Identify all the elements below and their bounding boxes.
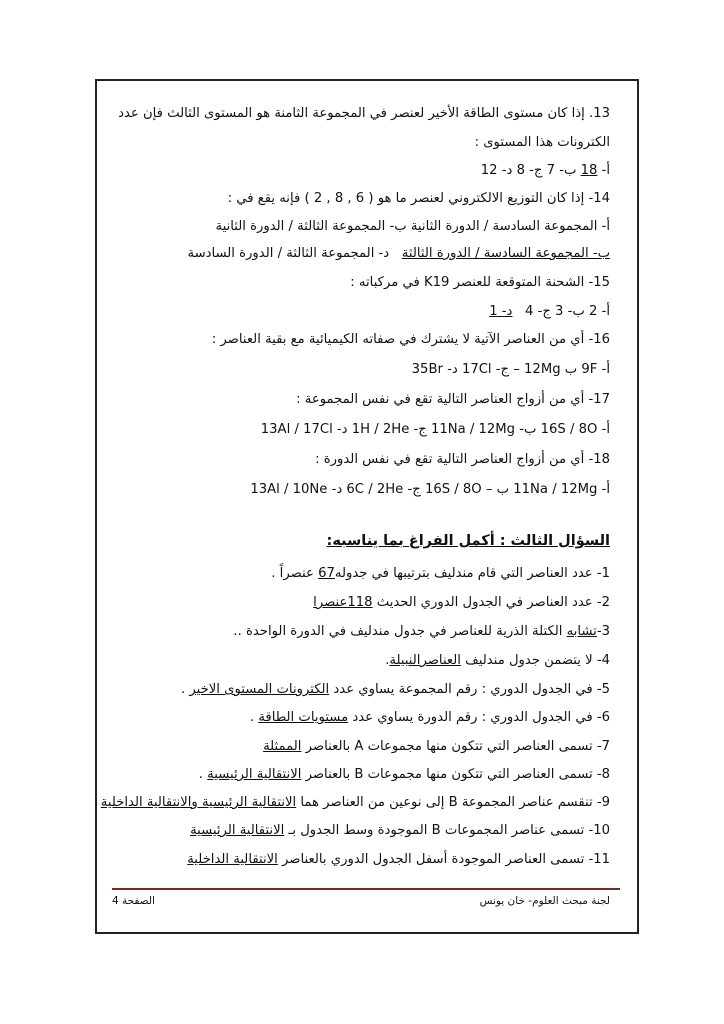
fill-item-3 xyxy=(110,623,610,641)
q16-options: أ- 9F ب 12Mg – ج- 17Cl د- 35Br xyxy=(411,362,610,377)
q18-line1: 18- أي من أزواج العناصر التالية تقع في نفس الدورة : xyxy=(315,452,610,467)
footer-page-number: الصفحة 4 xyxy=(112,895,155,907)
fill-item-4 xyxy=(110,652,610,670)
fill-item-text: 11- تسمى العناصر الموجودة أسفل الجدول الدوري بالعناصر xyxy=(277,852,610,867)
fill-item-answer: تشابه xyxy=(566,624,597,639)
fill-item-text: 9- تنقسم عناصر المجموعة B إلى نوعين من العناصر هما xyxy=(296,795,610,810)
fill-item-5 xyxy=(110,681,610,699)
fill-item-tail: . xyxy=(198,767,208,782)
section3-title: السؤال الثالث : أكمل الفراغ بما يناسبه: xyxy=(326,533,610,549)
q13-line2: الكترونات هذا المستوى : xyxy=(474,135,610,150)
footer-committee: لجنة مبحث العلوم- خان يونس xyxy=(479,895,610,907)
q14-line2: أ- المجموعة السادسة / الدورة الثانية ب- المجموعة الثالثة / الدورة الثانية xyxy=(215,219,610,234)
fill-item-text: 2- عدد العناصر في الجدول الدوري الحديث xyxy=(372,595,610,610)
fill-item-1 xyxy=(110,565,610,583)
fill-item-answer: الانتقالية الرئيسية xyxy=(207,767,302,782)
q18-options: أ- 11Na / 12Mg ب – 16S / 8O ج- 6C / 2He د- 13Al / 10Ne xyxy=(250,482,610,497)
fill-item-text: 8- تسمى العناصر التي تتكون منها مجموعات B بالعناصر xyxy=(301,767,610,782)
q13-opt-a-prefix: أ- xyxy=(601,163,610,178)
q16-line1: 16- أي من العناصر الآتية لا يشترك في صفاته الكيميائية مع بقية العناصر : xyxy=(211,332,610,347)
q13-correct-answer: 18 xyxy=(580,163,598,178)
fill-item-tail: . xyxy=(385,653,390,668)
q17-options: أ- 16S / 8O ب- 11Na / 12Mg ج- 1H / 2He د- 13Al / 17Cl xyxy=(260,422,610,437)
fill-item-answer: 67 xyxy=(318,566,335,581)
fill-item-answer: مستويات الطاقة xyxy=(258,710,349,725)
fill-item-text: 7- تسمى العناصر التي تتكون منها مجموعات A بالعناصر xyxy=(301,739,610,754)
fill-item-text: 4- لا يتضمن جدول مندليف xyxy=(460,653,610,668)
q14-line1: 14- إذا كان التوزيع الالكتروني لعنصر ما هو ( 6 , 8 , 2 ) فإنه يقع في : xyxy=(227,191,610,206)
fill-item-tail: . xyxy=(180,682,190,697)
q15-line1: 15- الشحنة المتوقعة للعنصر K19 في مركباته : xyxy=(350,275,610,290)
fill-item-text: 1- عدد العناصر التي قام مندليف بترتيبها في جدوله xyxy=(334,566,610,581)
q15-opts: أ- 2 ب- 3 ج- 4 xyxy=(524,304,610,319)
fill-item-text: 5- في الجدول الدوري : رقم المجموعة يساوي عدد xyxy=(329,682,610,697)
fill-item-answer: الممثلة xyxy=(263,739,302,754)
fill-item-answer: العناصرالنبيلة xyxy=(389,653,461,668)
fill-item-10 xyxy=(110,822,610,840)
fill-item-answer: الانتقالية الداخلية xyxy=(187,852,278,867)
q13-options xyxy=(110,162,610,180)
q17-line1: 17- أي من أزواج العناصر التالية تقع في نفس المجموعة : xyxy=(296,392,610,407)
fill-item-2 xyxy=(110,594,610,612)
fill-item-answer: الكترونات المستوى الاخير xyxy=(189,682,330,697)
fill-item-text: 10- تسمى عناصر المجموعات B الموجودة وسط الجدول بـ xyxy=(284,823,610,838)
q14-correct-answer: ب- المجموعة السادسة / الدورة الثالثة xyxy=(401,246,610,261)
fill-item-6 xyxy=(110,709,610,727)
q13-opt-rest: ب- 7 ج- 8 د- 12 xyxy=(480,163,577,178)
fill-item-tail: . xyxy=(249,710,259,725)
q14-opt-d: د- المجموعة الثالثة / الدورة السادسة xyxy=(187,246,390,261)
fill-item-9 xyxy=(100,794,610,812)
q15-options xyxy=(110,303,610,321)
fill-item-tail: عنصراً . xyxy=(271,566,319,581)
fill-item-text: 6- في الجدول الدوري : رقم الدورة يساوي عدد xyxy=(348,710,610,725)
fill-item-7 xyxy=(110,738,610,756)
fill-item-answer: الانتقالية الرئيسية xyxy=(190,823,285,838)
fill-item-answer: الانتقالية الرئيسية والانتقالية الداخلية xyxy=(100,795,297,810)
q15-correct-answer: د- 1 xyxy=(489,304,513,319)
fill-item-text: 3- xyxy=(596,624,610,639)
fill-item-tail: الكتلة الذرية للعناصر في جدول مندليف في الدورة الواحدة .. xyxy=(233,624,567,639)
footer-rule xyxy=(112,888,620,890)
q13-line1: 13. إذا كان مستوى الطاقة الأخير لعنصر في المجموعة الثامنة هو المستوى الثالث فإن عدد xyxy=(118,106,610,121)
fill-item-11 xyxy=(110,851,610,869)
fill-item-answer: 118عنصرا xyxy=(313,595,373,610)
q14-line3 xyxy=(110,245,610,263)
fill-item-8 xyxy=(110,766,610,784)
